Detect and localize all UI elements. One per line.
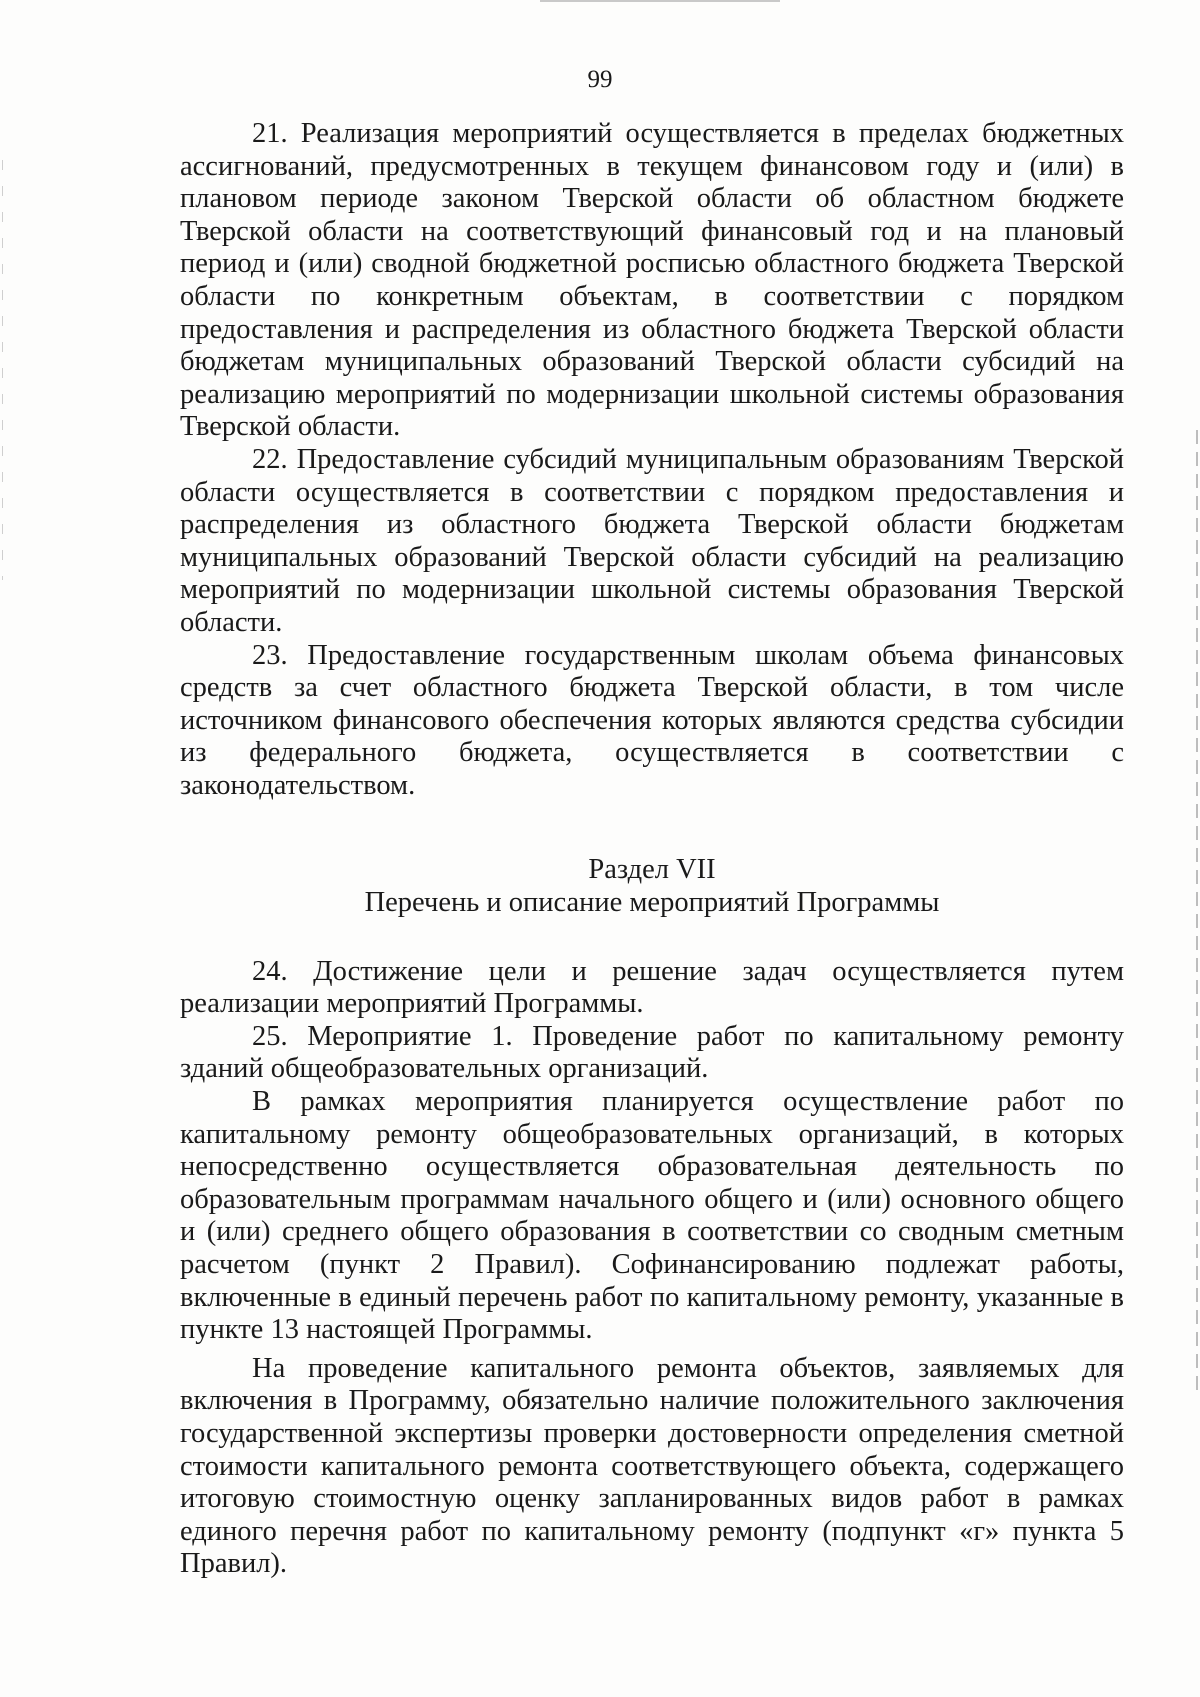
scan-artifact-right	[1196, 430, 1198, 1390]
section-title: Перечень и описание мероприятий Программы	[364, 887, 940, 919]
paragraph-25: 25. Мероприятие 1. Проведение работ по капитальному ремонту зданий общеобразовательных организаций.	[180, 1020, 1124, 1085]
section-heading	[180, 854, 1124, 919]
paragraph-24: 24. Достижение цели и решение задач осуществляется путем реализации мероприятий Программы.	[180, 955, 1124, 1020]
paragraph-25-details: В рамках мероприятия планируется осуществление работ по капитальному ремонту общеобразовательных организаций, в которых непосредственно осуществляется образовательная деятельность по образовательным программам начального общего и (или) основного общего и (или) среднего общего образования в соответствии со сводным сметным расчетом (пункт 2 Правил). Софинансированию подлежат работы, включенные в единый перечень работ по капитальному ремонту, указанные в пункте 13 настоящей Программы.	[180, 1086, 1124, 1346]
section-number: Раздел VII	[588, 854, 716, 886]
paragraph-21: 21. Реализация мероприятий осуществляется в пределах бюджетных ассигнований, предусмотренных в текущем финансовом году и (или) в плановом периоде законом Тверской области об областном бюджете Тверской области на соответствующий финансовый год и на плановый период и (или) сводной бюджетной росписью областного бюджета Тверской области по конкретным объектам, в соответствии с порядком предоставления и распределения из областного бюджета Тверской области бюджетам муниципальных образований Тверской области субсидий на реализацию мероприятий по модернизации школьной системы образования Тверской области.	[180, 118, 1124, 443]
paragraph-22: 22. Предоставление субсидий муниципальным образованиям Тверской области осуществляется в соответствии с порядком предоставления и распределения из областного бюджета Тверской области бюджетам муниципальных образований Тверской области субсидий на реализацию мероприятий по модернизации школьной системы образования Тверской области.	[180, 443, 1124, 638]
paragraph-25-expertise: На проведение капитального ремонта объектов, заявляемых для включения в Программу, обязательно наличие положительного заключения государственной экспертизы проверки достоверности определения сметной стоимости капитального ремонта соответствующего объекта, содержащего итоговую стоимостную оценку запланированных видов работ в рамках единого перечня работ по капитальному ремонту (подпункт «г» пункта 5 Правил).	[180, 1352, 1124, 1580]
page-number: 99	[587, 66, 613, 93]
scan-artifact-top	[540, 0, 780, 2]
paragraph-23: 23. Предоставление государственным школам объема финансовых средств за счет областного бюджета Тверской области, в том числе источником финансового обеспечения которых являются средства субсидии из федерального бюджета, осуществляется в соответствии с законодательством.	[180, 639, 1124, 801]
scan-artifact-left	[2, 160, 3, 580]
document-body	[180, 118, 1124, 1581]
